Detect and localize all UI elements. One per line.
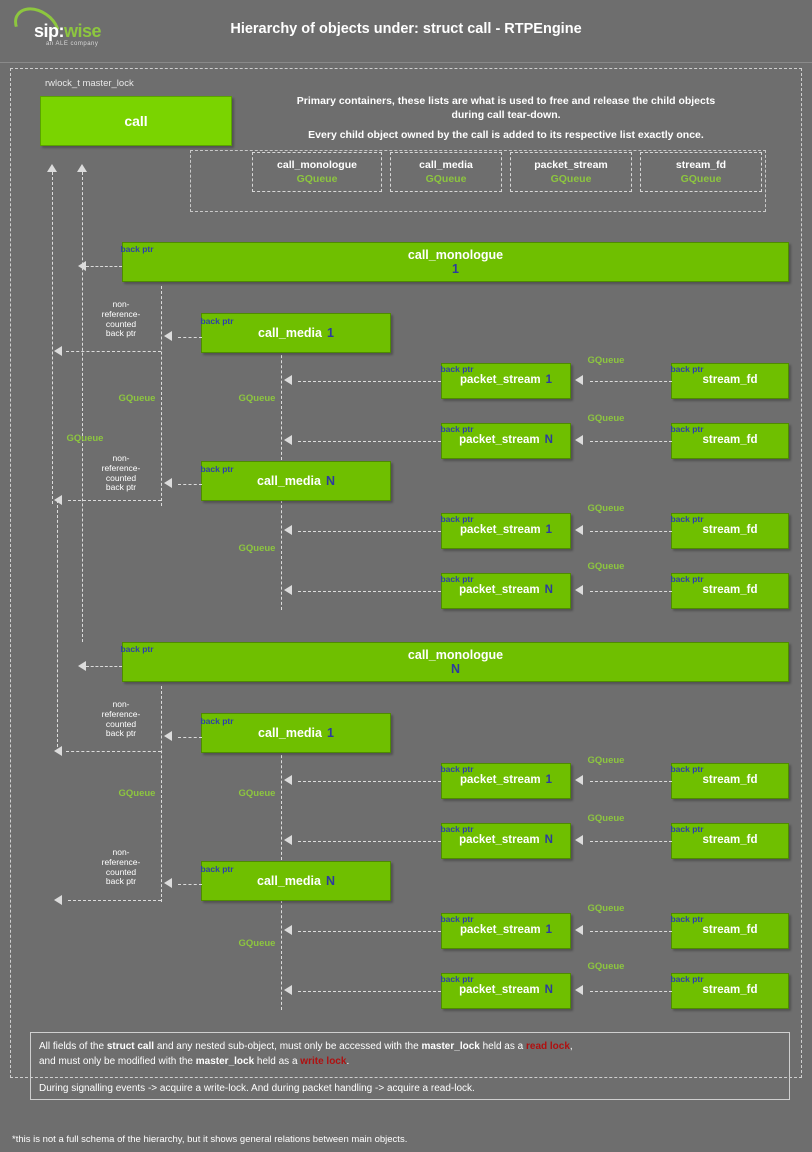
packet-stream-2-name: packet_stream <box>459 434 540 447</box>
call-media-2-arrow <box>164 478 172 488</box>
nrc-1-l3: counted <box>105 318 137 329</box>
master-lock-label: rwlock_t master_lock <box>42 78 137 89</box>
stream-fd-2-link <box>590 441 672 442</box>
stream-fd-2-name: stream_fd <box>702 434 758 447</box>
container-stream-fd-name: stream_fd <box>675 158 727 171</box>
logo-subtitle: an ALE company <box>46 41 99 47</box>
nrc-1-link <box>66 351 161 352</box>
call-monologue-2-index: N <box>450 662 461 676</box>
packet-stream-4-index: N <box>544 584 553 597</box>
gqueue-label-sfd-6: GQueue <box>587 813 625 824</box>
call-monologue-2-arrow <box>78 661 86 671</box>
locking-note-line3: During signalling events -> acquire a write-lock. And during packet handling -> acquire a read-lock. <box>39 1083 475 1094</box>
call-monologue-1-back-ptr-label: back ptr <box>120 244 154 254</box>
page-header <box>0 0 812 63</box>
packet-stream-3-back-ptr: back ptr <box>440 514 474 524</box>
packet-stream-4-link <box>298 591 441 592</box>
call-media-4-arrow <box>164 878 172 888</box>
gqueue-label-stream-1: GQueue <box>238 393 276 404</box>
spine-stream-2 <box>281 500 282 610</box>
stream-fd-6-arrow <box>575 835 583 845</box>
logo-text-wise: wise <box>64 21 102 41</box>
packet-stream-8-name: packet_stream <box>459 984 540 997</box>
call-monologue-1-index: 1 <box>452 262 459 276</box>
containers-note-line3: Every child object owned by the call is added to its respective list exactly once. <box>308 129 704 142</box>
gqueue-label-call-left: GQueue <box>66 433 104 444</box>
call-media-3-link <box>178 737 202 738</box>
packet-stream-1-name: packet_stream <box>460 374 541 387</box>
note-l1b: struct call <box>106 1041 155 1052</box>
packet-stream-7-arrow <box>284 925 292 935</box>
stream-fd-7-name: stream_fd <box>702 924 758 937</box>
packet-stream-2-back-ptr: back ptr <box>440 424 474 434</box>
containers-note-line1: Primary containers, these lists are what is used to free and release the child objects <box>296 95 716 107</box>
stream-fd-4-name: stream_fd <box>702 584 758 597</box>
note-l1c: and any nested sub-object, must only be accessed with the <box>154 1041 422 1052</box>
call-box-label: call <box>124 112 148 129</box>
packet-stream-7-index: 1 <box>545 924 552 937</box>
gqueue-label-sfd-8: GQueue <box>587 961 625 972</box>
gqueue-label-sfd-3: GQueue <box>587 503 625 514</box>
packet-stream-6-arrow <box>284 835 292 845</box>
call-media-3-name: call_media <box>258 725 322 740</box>
packet-stream-4-arrow <box>284 585 292 595</box>
packet-stream-7-back-ptr: back ptr <box>440 914 474 924</box>
call-media-1-back-ptr-label: back ptr <box>200 316 234 326</box>
stream-fd-5-arrow <box>575 775 583 785</box>
nrc-2-l4: back ptr <box>105 482 137 493</box>
call-monologue-2-link <box>86 666 122 667</box>
nrc-4-l1: non- <box>112 847 130 857</box>
spine-stream-3 <box>281 750 282 860</box>
container-call-monologue-name: call_monologue <box>277 158 357 171</box>
spine-call-left-2 <box>57 500 58 752</box>
nrc-3-arrow <box>54 746 62 756</box>
nrc-3-l3: counted <box>105 718 137 729</box>
non-ref-counted-label-2 <box>96 454 146 493</box>
call-monologue-1-arrow <box>78 261 86 271</box>
locking-note <box>30 1032 790 1100</box>
gqueue-label-sfd-4: GQueue <box>587 561 625 572</box>
container-call-monologue <box>252 152 382 192</box>
packet-stream-3-index: 1 <box>545 524 552 537</box>
stream-fd-7-arrow <box>575 925 583 935</box>
note-l1g: , <box>569 1041 573 1052</box>
packet-stream-5-name: packet_stream <box>460 774 541 787</box>
call-media-3-index: 1 <box>326 725 334 740</box>
gqueue-label-stream-3: GQueue <box>238 788 276 799</box>
footnote: *this is not a full schema of the hierarchy, but it shows general relations between main objects. <box>12 1134 408 1145</box>
nrc-4-link <box>68 900 161 901</box>
stream-fd-8-arrow <box>575 985 583 995</box>
call-media-4-link <box>178 884 202 885</box>
packet-stream-7-name: packet_stream <box>460 924 541 937</box>
call-media-1-link <box>178 337 202 338</box>
spine-monologue-arrow <box>77 164 87 172</box>
gqueue-label-stream-4: GQueue <box>238 938 276 949</box>
spine-monologue <box>82 172 83 642</box>
call-media-4-name: call_media <box>257 873 321 888</box>
packet-stream-6-name: packet_stream <box>459 834 540 847</box>
spine-stream-1 <box>281 350 282 460</box>
spine-stream-4 <box>281 900 282 1010</box>
gqueue-label-stream-2: GQueue <box>238 543 276 554</box>
note-l1e: held as a <box>479 1041 526 1052</box>
call-media-3-arrow <box>164 731 172 741</box>
stream-fd-7-back-ptr: back ptr <box>670 914 704 924</box>
call-media-4-index: N <box>325 873 335 888</box>
nrc-1-l2: reference- <box>101 308 141 319</box>
packet-stream-5-arrow <box>284 775 292 785</box>
stream-fd-6-back-ptr: back ptr <box>670 824 704 834</box>
note-l1a: All fields of the <box>39 1041 107 1052</box>
note-l2e: . <box>346 1056 350 1067</box>
packet-stream-2-link <box>298 441 441 442</box>
stream-fd-4-link <box>590 591 672 592</box>
stream-fd-1-name: stream_fd <box>702 374 758 387</box>
locking-note-line2 <box>39 1054 781 1069</box>
spine-call-left-arrow <box>47 164 57 172</box>
stream-fd-5-back-ptr: back ptr <box>670 764 704 774</box>
call-media-2-back-ptr: back ptr <box>200 464 234 474</box>
stream-fd-4-back-ptr: back ptr <box>670 574 704 584</box>
packet-stream-3-arrow <box>284 525 292 535</box>
packet-stream-3-link <box>298 531 441 532</box>
page-title: Hierarchy of objects under: struct call - RTPEngine <box>230 21 582 37</box>
container-call-media-name: call_media <box>419 158 473 171</box>
stream-fd-3-link <box>590 531 672 532</box>
stream-fd-3-arrow <box>575 525 583 535</box>
nrc-3-l1: non- <box>112 699 130 709</box>
call-media-3-back-ptr: back ptr <box>200 716 234 726</box>
stream-fd-8-back-ptr: back ptr <box>670 974 704 984</box>
nrc-2-arrow <box>54 495 62 505</box>
call-box <box>40 96 232 146</box>
stream-fd-5-link <box>590 781 672 782</box>
call-monologue-1-link <box>86 266 122 267</box>
non-ref-counted-label-1 <box>96 300 146 339</box>
nrc-2-link <box>68 500 161 501</box>
note-l1f: read lock <box>525 1041 570 1052</box>
nrc-4-l3: counted <box>105 866 137 877</box>
call-monologue-2-box <box>122 642 789 682</box>
container-packet-stream-name: packet_stream <box>534 158 608 171</box>
nrc-4-l2: reference- <box>101 856 141 867</box>
packet-stream-6-index: N <box>544 834 553 847</box>
packet-stream-6-back-ptr: back ptr <box>440 824 474 834</box>
non-ref-counted-label-3 <box>96 700 146 739</box>
stream-fd-5-name: stream_fd <box>702 774 758 787</box>
packet-stream-8-back-ptr: back ptr <box>440 974 474 984</box>
nrc-1-l1: non- <box>112 299 130 309</box>
packet-stream-6-link <box>298 841 441 842</box>
stream-fd-1-link <box>590 381 672 382</box>
stream-fd-2-back-ptr: back ptr <box>670 424 704 434</box>
container-stream-fd <box>640 152 762 192</box>
stream-fd-3-back-ptr: back ptr <box>670 514 704 524</box>
container-call-media-queue: GQueue <box>425 173 467 185</box>
packet-stream-4-name: packet_stream <box>459 584 540 597</box>
container-call-monologue-queue: GQueue <box>296 173 338 185</box>
note-l1d: master_lock <box>421 1041 480 1052</box>
note-l2b: master_lock <box>195 1056 255 1067</box>
spine-call-left <box>52 172 53 504</box>
packet-stream-4-back-ptr: back ptr <box>440 574 474 584</box>
call-monologue-1-name: call_monologue <box>407 247 504 262</box>
call-media-2-index: N <box>325 473 335 488</box>
stream-fd-6-name: stream_fd <box>702 834 758 847</box>
packet-stream-5-index: 1 <box>545 774 552 787</box>
stream-fd-1-arrow <box>575 375 583 385</box>
locking-note-line1 <box>39 1039 781 1054</box>
note-l2c: held as a <box>254 1056 301 1067</box>
packet-stream-1-arrow <box>284 375 292 385</box>
packet-stream-7-link <box>298 931 441 932</box>
container-packet-stream-queue: GQueue <box>550 173 592 185</box>
stream-fd-1-back-ptr: back ptr <box>670 364 704 374</box>
nrc-2-l3: counted <box>105 472 137 483</box>
packet-stream-1-back-ptr: back ptr <box>440 364 474 374</box>
nrc-1-l4: back ptr <box>105 328 137 339</box>
note-l2d: write lock <box>300 1056 347 1067</box>
packet-stream-8-link <box>298 991 441 992</box>
stream-fd-6-link <box>590 841 672 842</box>
note-l2a: and must only be modified with the <box>39 1056 196 1067</box>
packet-stream-1-link <box>298 381 441 382</box>
nrc-4-l4: back ptr <box>105 876 137 887</box>
containers-note-line2: during call tear-down. <box>451 109 561 122</box>
call-media-4-back-ptr: back ptr <box>200 864 234 874</box>
gqueue-label-sfd-5: GQueue <box>587 755 625 766</box>
call-monologue-2-name: call_monologue <box>407 647 504 662</box>
nrc-1-arrow <box>54 346 62 356</box>
call-monologue-1-box <box>122 242 789 282</box>
nrc-2-l2: reference- <box>101 462 141 473</box>
call-media-2-link <box>178 484 202 485</box>
gqueue-label-sfd-1: GQueue <box>587 355 625 366</box>
gqueue-label-sfd-2: GQueue <box>587 413 625 424</box>
nrc-3-l4: back ptr <box>105 728 137 739</box>
gqueue-label-media-1: GQueue <box>118 393 156 404</box>
packet-stream-3-name: packet_stream <box>460 524 541 537</box>
stream-fd-8-name: stream_fd <box>702 984 758 997</box>
container-call-media <box>390 152 502 192</box>
packet-stream-5-link <box>298 781 441 782</box>
stream-fd-7-link <box>590 931 672 932</box>
gqueue-label-sfd-7: GQueue <box>587 903 625 914</box>
packet-stream-8-arrow <box>284 985 292 995</box>
call-media-1-index: 1 <box>326 325 334 340</box>
stream-fd-4-arrow <box>575 585 583 595</box>
stream-fd-8-link <box>590 991 672 992</box>
logo-text-sip: sip: <box>34 21 65 41</box>
call-media-2-name: call_media <box>257 473 321 488</box>
nrc-3-link <box>66 751 161 752</box>
nrc-4-arrow <box>54 895 62 905</box>
packet-stream-2-arrow <box>284 435 292 445</box>
stream-fd-2-arrow <box>575 435 583 445</box>
stream-fd-3-name: stream_fd <box>702 524 758 537</box>
container-packet-stream <box>510 152 632 192</box>
nrc-2-l1: non- <box>112 453 130 463</box>
packet-stream-2-index: N <box>544 434 553 447</box>
container-stream-fd-queue: GQueue <box>680 173 722 185</box>
containers-note <box>252 94 760 143</box>
nrc-3-l2: reference- <box>101 708 141 719</box>
call-media-1-arrow <box>164 331 172 341</box>
non-ref-counted-label-4 <box>96 848 146 887</box>
gqueue-label-media-2: GQueue <box>118 788 156 799</box>
packet-stream-1-index: 1 <box>545 374 552 387</box>
call-media-1-name: call_media <box>258 325 322 340</box>
packet-stream-8-index: N <box>544 984 553 997</box>
packet-stream-5-back-ptr: back ptr <box>440 764 474 774</box>
call-monologue-2-back-ptr: back ptr <box>120 644 154 654</box>
